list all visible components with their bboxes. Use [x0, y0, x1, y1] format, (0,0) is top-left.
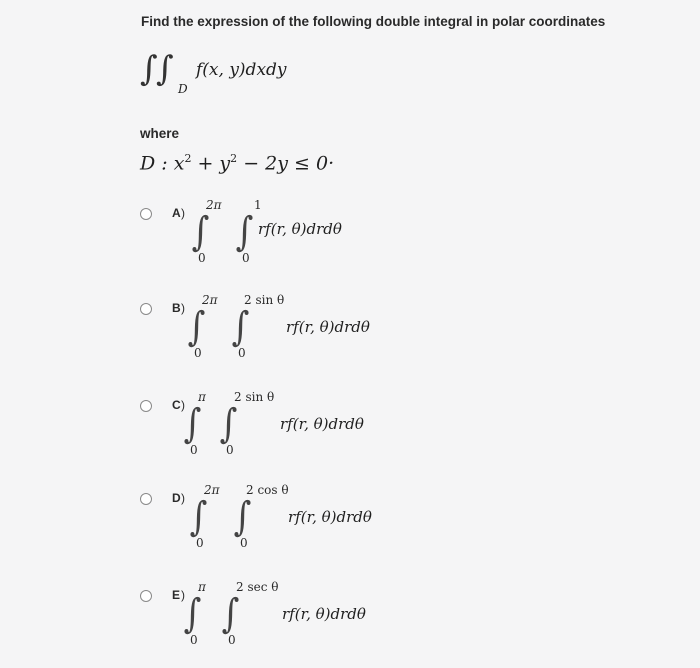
option-d-outer-upper: 2π	[204, 483, 220, 497]
where-label: where	[140, 126, 180, 141]
option-e-outer-integral-icon: ∫	[183, 591, 202, 637]
option-e-integrand: rf(r, θ)drdθ	[282, 605, 366, 623]
option-a-paren: )	[181, 206, 185, 220]
option-c-inner-upper: 2 sin θ	[234, 390, 275, 404]
option-b-inner-integral-icon: ∫	[231, 304, 250, 350]
domain-exponent-1: 2	[184, 152, 192, 165]
option-b-letter: B	[172, 301, 181, 315]
option-c-inner-integral-icon: ∫	[219, 401, 238, 447]
option-a-letter: A	[172, 206, 181, 220]
option-e-outer-upper: π	[198, 580, 206, 594]
option-d[interactable]	[140, 483, 540, 563]
option-a-inner-upper: 1	[254, 198, 262, 212]
option-c-inner-lower: 0	[226, 443, 234, 457]
option-a-radio[interactable]	[140, 208, 152, 220]
integral-subscript: D	[178, 82, 188, 96]
option-d-radio[interactable]	[140, 493, 152, 505]
option-e-letter: E	[172, 588, 181, 602]
option-c-outer-upper: π	[198, 390, 206, 404]
domain-mid: + y	[191, 152, 231, 175]
option-e-inner-upper: 2 sec θ	[236, 580, 279, 594]
option-b-outer-integral-icon: ∫	[187, 304, 206, 350]
option-a-outer-lower: 0	[198, 251, 206, 265]
option-b-outer-upper: 2π	[202, 293, 218, 307]
domain-suffix: − 2y ≤ 0·	[237, 152, 335, 175]
option-a[interactable]	[140, 198, 540, 278]
option-b-outer-lower: 0	[194, 346, 202, 360]
option-b-radio[interactable]	[140, 303, 152, 315]
option-c-paren: )	[181, 398, 185, 412]
option-b-inner-lower: 0	[238, 346, 246, 360]
option-c-outer-integral-icon: ∫	[183, 401, 202, 447]
option-e[interactable]	[140, 580, 540, 660]
option-b-integrand: rf(r, θ)drdθ	[286, 318, 370, 336]
option-a-inner-integral-icon: ∫	[235, 209, 254, 255]
option-e-outer-lower: 0	[190, 633, 198, 647]
option-e-inner-lower: 0	[228, 633, 236, 647]
option-c-outer-lower: 0	[190, 443, 198, 457]
option-c-letter: C	[172, 398, 181, 412]
option-d-integrand: rf(r, θ)drdθ	[288, 508, 372, 526]
domain-prefix: D : x	[140, 152, 185, 175]
option-a-outer-upper: 2π	[206, 198, 222, 212]
domain-exponent-2: 2	[230, 152, 238, 165]
option-d-letter: D	[172, 491, 181, 505]
option-b-paren: )	[181, 301, 185, 315]
question-text: Find the expression of the following double integral in polar coordinates	[141, 14, 606, 29]
option-c-integrand: rf(r, θ)drdθ	[280, 415, 364, 433]
domain-expression	[140, 152, 334, 174]
option-d-inner-integral-icon: ∫	[233, 494, 252, 540]
option-d-paren: )	[181, 491, 185, 505]
option-d-outer-integral-icon: ∫	[189, 494, 208, 540]
integral-sign-1: ∫	[140, 49, 158, 89]
integral-sign-2: ∫	[156, 49, 174, 89]
option-b[interactable]	[140, 293, 540, 373]
option-b-inner-upper: 2 sin θ	[244, 293, 285, 307]
option-e-radio[interactable]	[140, 590, 152, 602]
option-a-integrand: rf(r, θ)drdθ	[258, 220, 342, 238]
option-d-inner-upper: 2 cos θ	[246, 483, 289, 497]
option-e-paren: )	[181, 588, 185, 602]
option-c-radio[interactable]	[140, 400, 152, 412]
option-d-inner-lower: 0	[240, 536, 248, 550]
option-c[interactable]	[140, 390, 540, 470]
option-e-inner-integral-icon: ∫	[221, 591, 240, 637]
option-d-outer-lower: 0	[196, 536, 204, 550]
option-a-outer-integral-icon: ∫	[191, 209, 210, 255]
integrand: f(x, y)dxdy	[196, 60, 287, 80]
option-a-inner-lower: 0	[242, 251, 250, 265]
